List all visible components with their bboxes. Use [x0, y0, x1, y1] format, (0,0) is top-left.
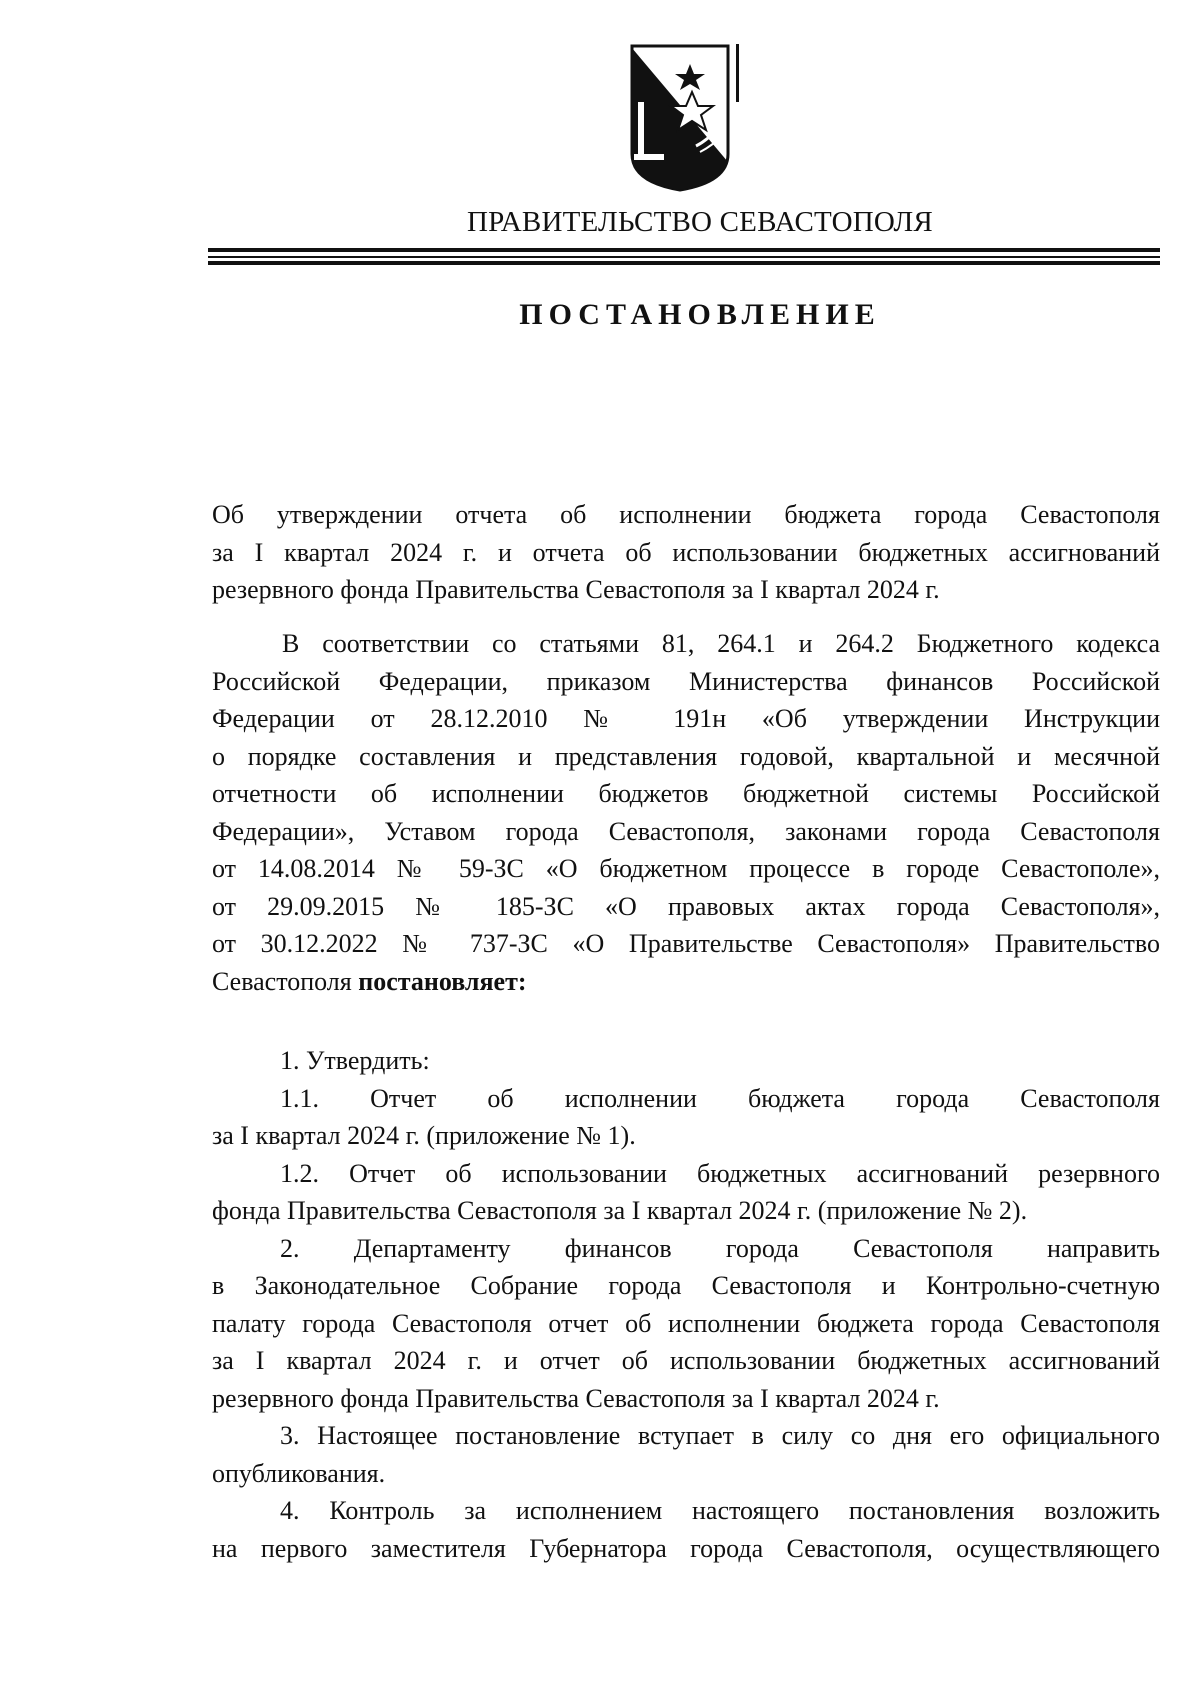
preamble-last-prefix: Севастополя [212, 966, 359, 996]
resolution-verb: постановляет: [358, 966, 527, 996]
clause-1-1-line: 1.1. Отчет об исполнении бюджета города Севастополя [280, 1083, 1160, 1113]
preamble-line: Федерации от 28.12.2010 № 191н «Об утверждении Инструкции [212, 704, 1160, 733]
subject-line: резервного фонда Правительства Севастополя за I квартал 2024 г. [212, 575, 940, 604]
preamble-line: от 14.08.2014 № 59-ЗС «О бюджетном процессе в городе Севастополе», [212, 854, 1160, 883]
preamble-line: Российской Федерации, приказом Министерства финансов Российской [212, 666, 1160, 696]
preamble-last-line [212, 963, 1160, 1001]
clause-2-line: за I квартал 2024 г. и отчет об использовании бюджетных ассигнований [212, 1346, 1160, 1375]
clause-1-2-line: 1.2. Отчет об использовании бюджетных ассигнований резервного [280, 1158, 1160, 1188]
clause-4-line: 4. Контроль за исполнением настоящего постановления возложить [280, 1496, 1160, 1525]
clause-3-line: 3. Настоящее постановление вступает в силу со дня его официального [280, 1421, 1160, 1450]
header-divider [208, 248, 1160, 266]
clauses-section [212, 1042, 1160, 1567]
document-subject [212, 496, 1160, 609]
clause-2-line: 2. Департаменту финансов города Севастополя направить [280, 1233, 1160, 1263]
clause-3-line: опубликования. [212, 1458, 386, 1488]
preamble-line: от 30.12.2022 № 737-ЗС «О Правительстве Севастополя» Правительство [212, 929, 1160, 958]
document-type-title: ПОСТАНОВЛЕНИЕ [519, 298, 881, 331]
preamble-line: Федерации», Уставом города Севастополя, законами города Севастополя [212, 816, 1160, 846]
subject-line: Об утверждении отчета об исполнении бюджета города Севастополя [212, 500, 1160, 529]
subject-line: за I квартал 2024 г. и отчета об использовании бюджетных ассигнований [212, 537, 1160, 567]
organization-name: ПРАВИТЕЛЬСТВО СЕВАСТОПОЛЯ [467, 206, 933, 238]
clause-4-line: на первого заместителя Губернатора города Севастополя, осуществляющего [212, 1533, 1160, 1563]
preamble-line: отчетности об исполнении бюджетов бюджетной системы Российской [212, 779, 1160, 808]
preamble-paragraph [212, 625, 1160, 1000]
clause-1: 1. Утвердить: [280, 1046, 430, 1075]
clause-2-line: резервного фонда Правительства Севастополя за I квартал 2024 г. [212, 1383, 940, 1413]
clause-2-line: палату города Севастополя отчет об исполнении бюджета города Севастополя [212, 1308, 1160, 1338]
clause-2-line: в Законодательное Собрание города Севастополя и Контрольно-счетную [212, 1271, 1160, 1300]
clause-1-2-line: фонда Правительства Севастополя за I квартал 2024 г. (приложение № 2). [212, 1196, 1028, 1225]
coat-of-arms-icon [620, 42, 750, 194]
preamble-line: от 29.09.2015 № 185-ЗС «О правовых актах города Севастополя», [212, 891, 1160, 921]
clause-1-1-line: за I квартал 2024 г. (приложение № 1). [212, 1121, 636, 1150]
preamble-line: о порядке составления и представления годовой, квартальной и месячной [212, 741, 1160, 771]
preamble-line: В соответствии со статьями 81, 264.1 и 264.2 Бюджетного кодекса [282, 629, 1160, 658]
